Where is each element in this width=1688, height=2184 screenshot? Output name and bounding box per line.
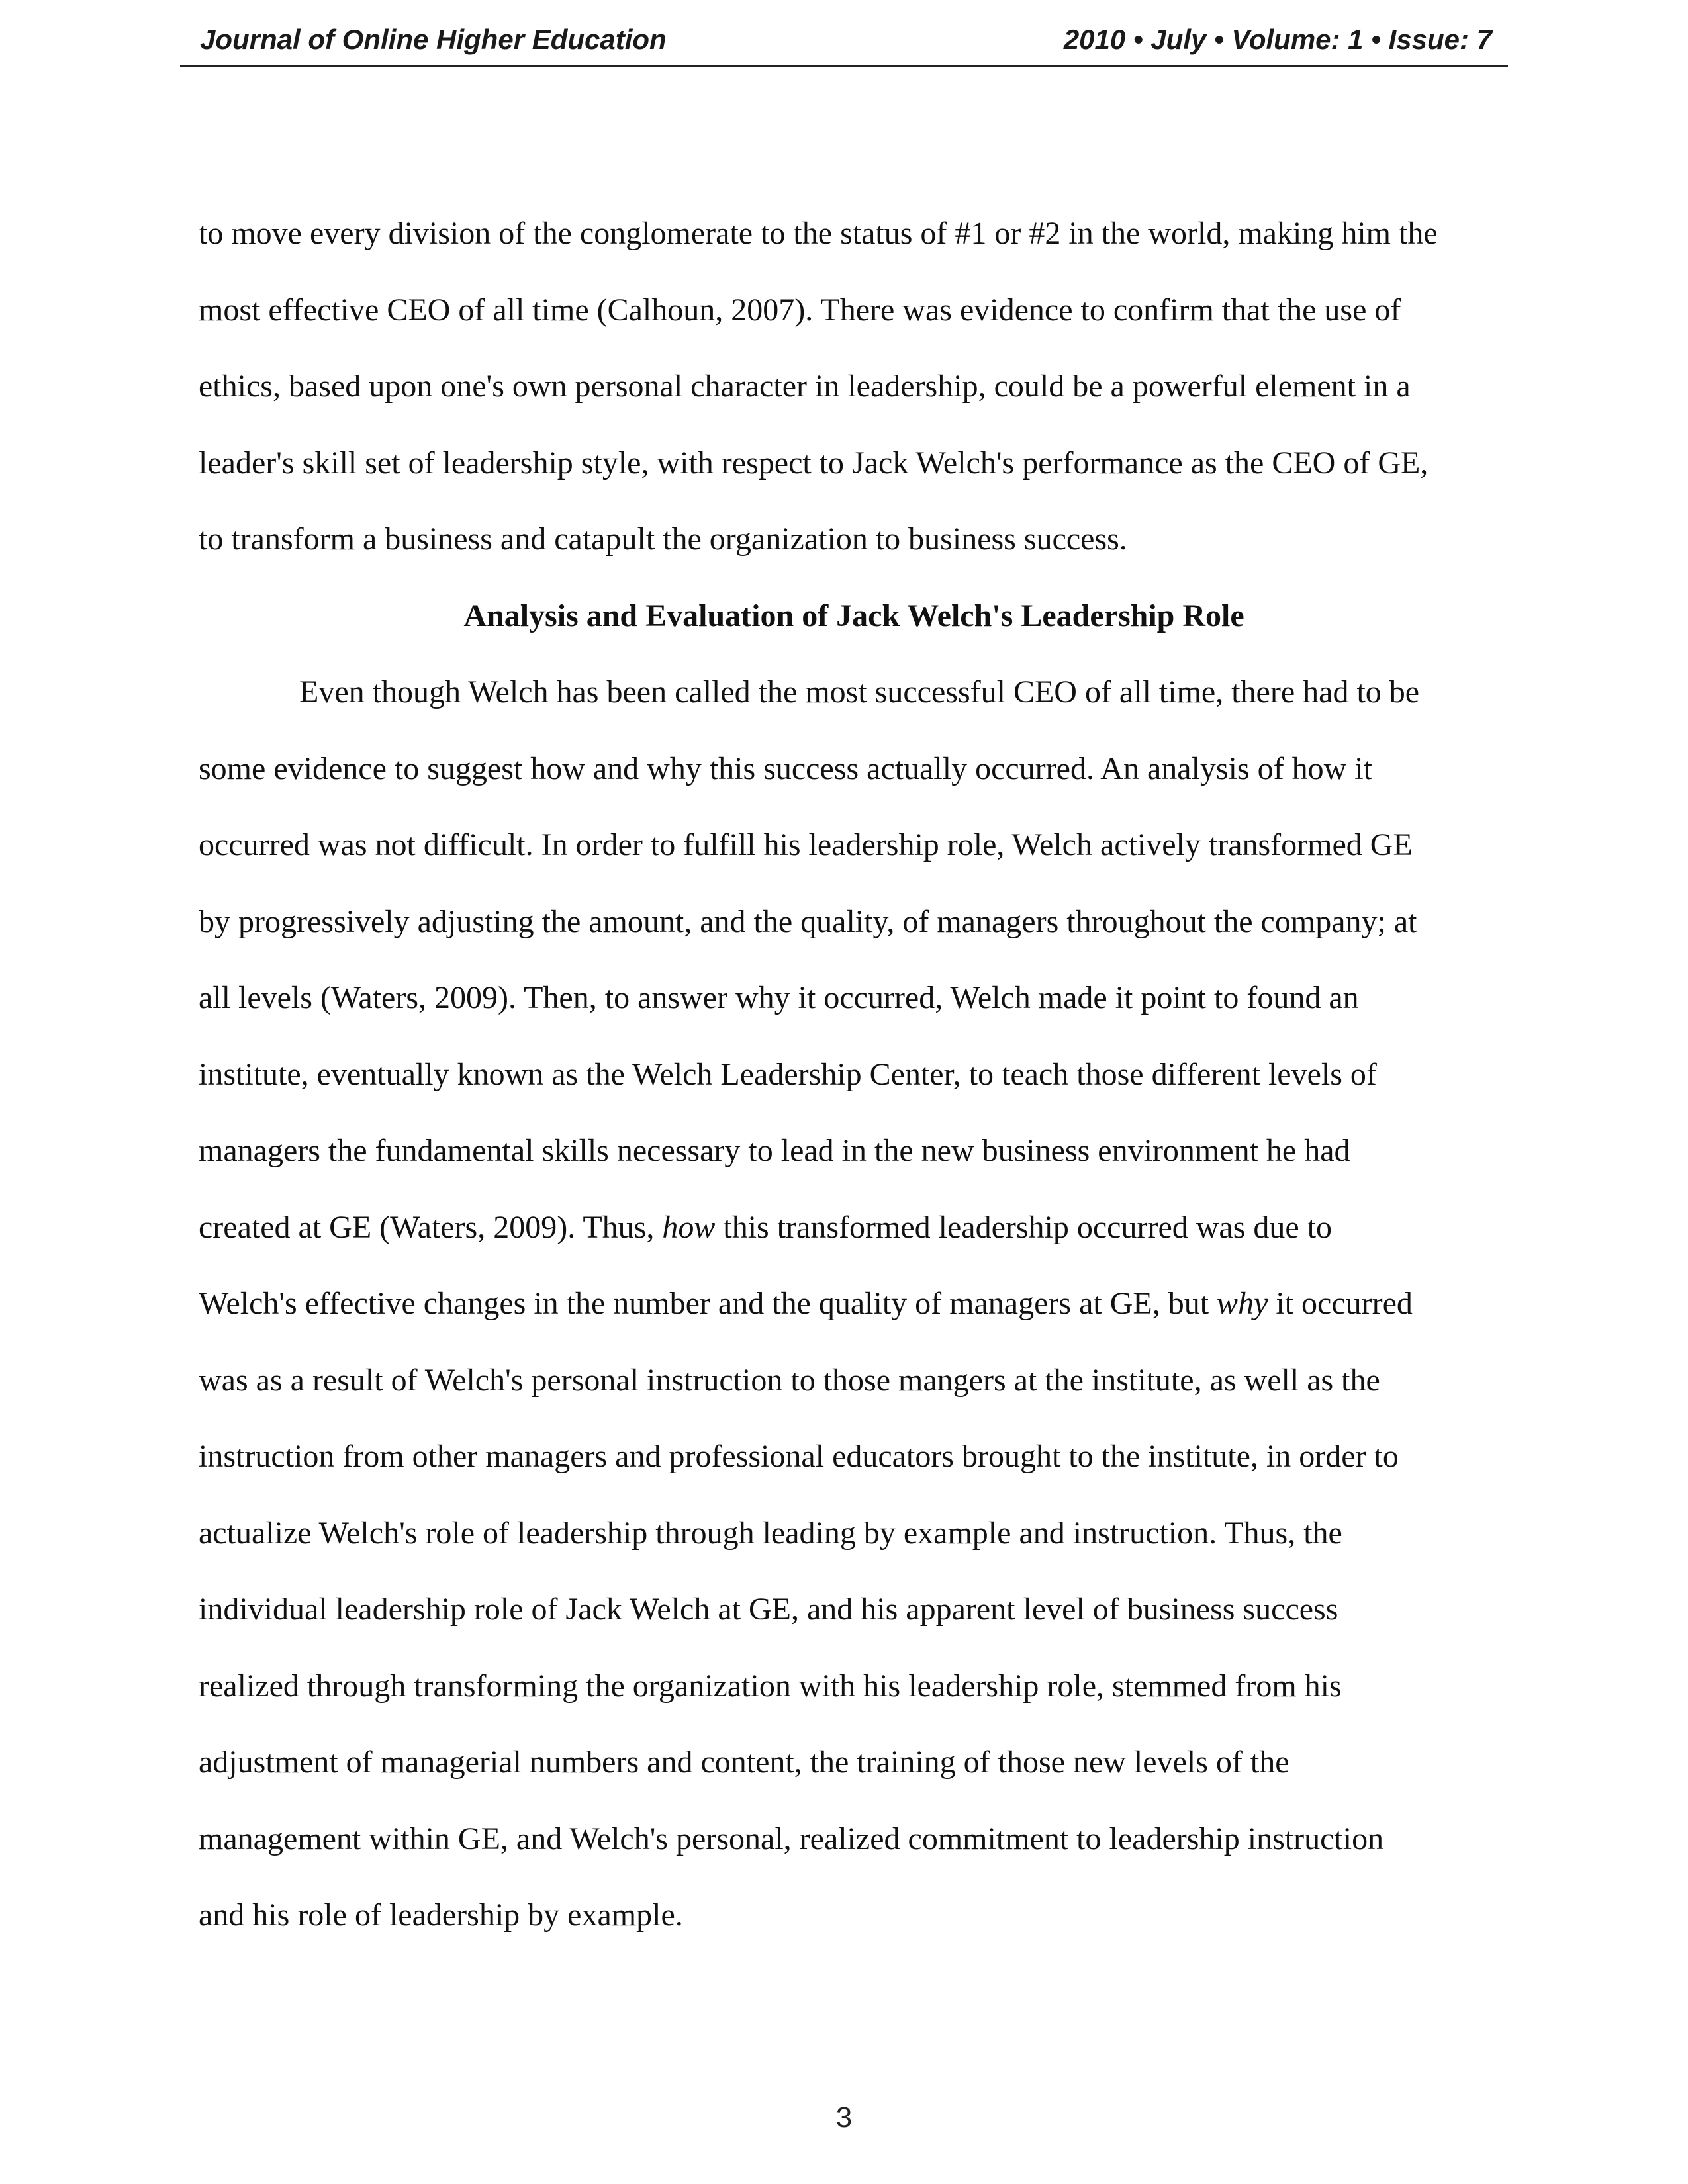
text-line: to transform a business and catapult the organization to business success. [199,522,1127,557]
emphasis-how: how [662,1209,716,1245]
text-segment: this transformed leadership occurred was due to [715,1209,1333,1245]
text-line: instruction from other managers and professional educators brought to the institute, in order to [199,1439,1399,1474]
text-line: leader's skill set of leadership style, with respect to Jack Welch's performance as the CEO of GE, [199,445,1429,480]
section-heading: Analysis and Evaluation of Jack Welch's Leadership Role [463,598,1244,633]
paragraph-continued [199,195,1496,578]
text-line: management within GE, and Welch's personal, realized commitment to leadership instruction [199,1821,1384,1856]
running-header [180,19,1508,67]
text-line: to move every division of the conglomerate to the status of #1 or #2 in the world, making him the [199,216,1438,251]
text-line-why [199,1265,1496,1342]
text-line: and his role of leadership by example. [199,1897,683,1933]
text-line: was as a result of Welch's personal instruction to those mangers at the institute, as well as the [199,1362,1380,1398]
text-line: adjustment of managerial numbers and content, the training of those new levels of the [199,1745,1289,1780]
text-line: most effective CEO of all time (Calhoun, 2007). There was evidence to confirm that the use of [199,292,1401,328]
text-segment: created at GE (Waters, 2009). Thus, [199,1209,663,1245]
text-line: actualize Welch's role of leadership through leading by example and instruction. Thus, the [199,1515,1342,1551]
article-body [199,195,1496,1954]
journal-title: Journal of Online Higher Education [200,24,667,55]
text-line: all levels (Waters, 2009). Then, to answer why it occurred, Welch made it point to found an [199,980,1359,1015]
text-line: institute, eventually known as the Welch Leadership Center, to teach those different levels of [199,1056,1377,1092]
page-number: 3 [835,2101,853,2134]
text-line: occurred was not difficult. In order to fulfill his leadership role, Welch actively transformed GE [199,827,1413,862]
issue-info: 2010 • July • Volume: 1 • Issue: 7 [1063,24,1492,55]
emphasis-why: why [1217,1286,1268,1321]
paragraph-analysis [199,654,1496,1954]
text-line: managers the fundamental skills necessary to lead in the new business environment he had [199,1133,1350,1168]
text-line: some evidence to suggest how and why this success actually occurred. An analysis of how it [199,751,1372,786]
text-line: ethics, based upon one's own personal character in leadership, could be a powerful element in a [199,369,1411,404]
text-line: individual leadership role of Jack Welch at GE, and his apparent level of business success [199,1592,1338,1627]
text-segment: it occurred [1268,1286,1413,1321]
text-line: Even though Welch has been called the most successful CEO of all time, there had to be [299,674,1420,709]
text-line: by progressively adjusting the amount, and the quality, of managers throughout the company; at [199,903,1417,939]
text-segment: Welch's effective changes in the number and the quality of managers at GE, but [199,1286,1217,1321]
text-line: realized through transforming the organization with his leadership role, stemmed from his [199,1668,1342,1704]
text-line-how [199,1189,1496,1266]
